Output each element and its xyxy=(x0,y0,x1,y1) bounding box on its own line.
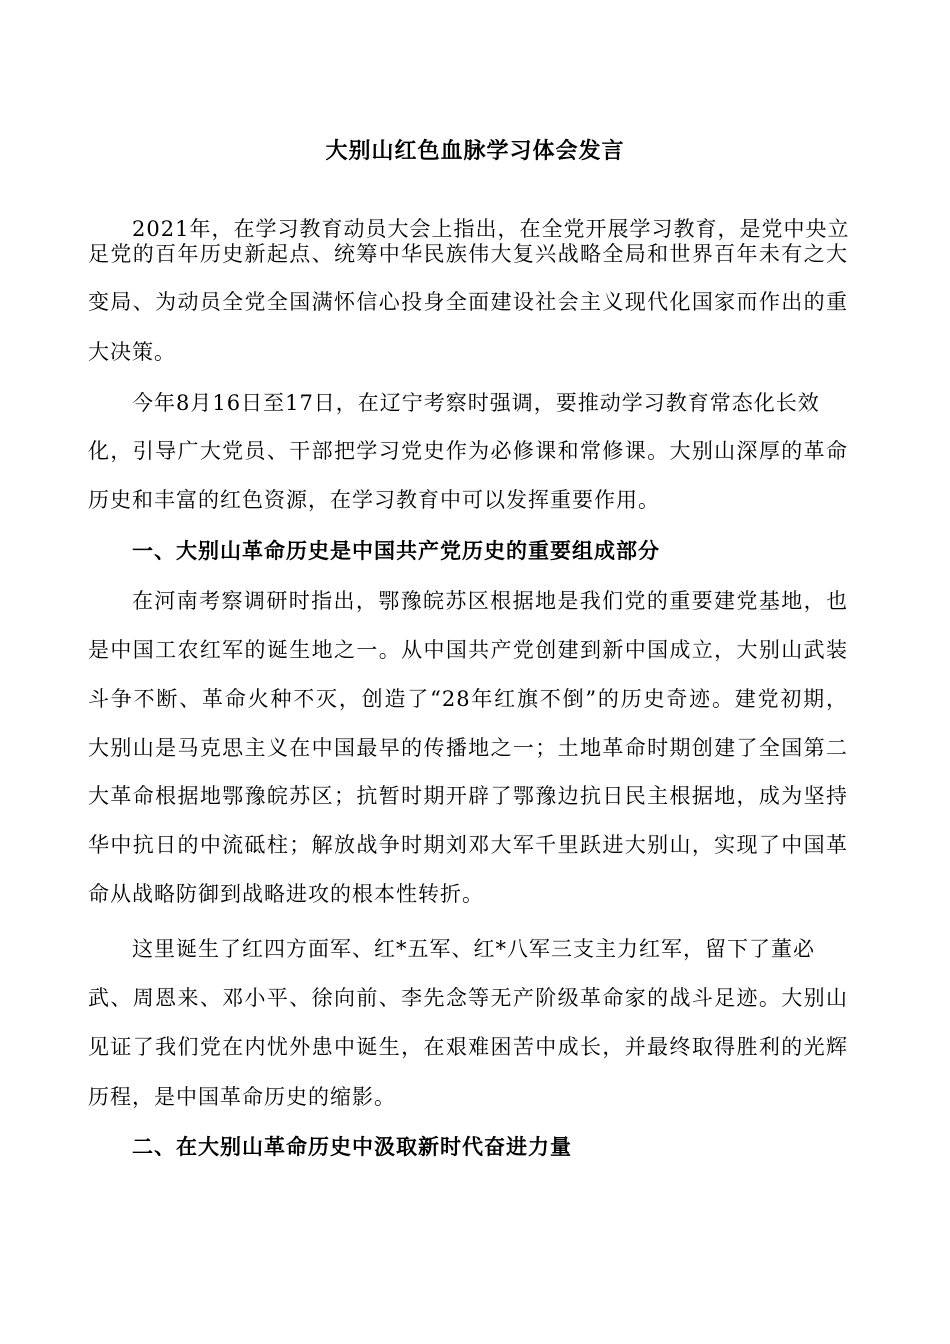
paragraph-line: 这里诞生了红四方面军、红*五军、红*八军三支主力红军，留下了董必 xyxy=(132,937,815,961)
section-heading: 一、大别山革命历史是中国共产党历史的重要组成部分 xyxy=(132,538,660,563)
paragraph-line: 大别山是马克思主义在中国最早的传播地之一；土地革命时期创建了全国第二 xyxy=(88,736,848,760)
paragraph-line: 武、周恩来、邓小平、徐向前、李先念等无产阶级革命家的战斗足迹。大别山 xyxy=(88,986,848,1010)
paragraph-line: 2021年，在学习教育动员大会上指出，在全党开展学习教育，是党中央立 xyxy=(132,217,850,241)
paragraph-line: 足党的百年历史新起点、统筹中华民族伟大复兴战略全局和世界百年未有之大 xyxy=(88,242,848,266)
paragraph-line: 历史和丰富的红色资源，在学习教育中可以发挥重要作用。 xyxy=(88,488,660,512)
paragraph-line: 变局、为动员全党全国满怀信心投身全面建设社会主义现代化国家而作出的重 xyxy=(88,290,848,314)
document-title: 大别山红色血脉学习体会发言 xyxy=(325,138,625,164)
paragraph-line: 见证了我们党在内忧外患中诞生，在艰难困苦中成长，并最终取得胜利的光辉 xyxy=(88,1035,848,1059)
paragraph-line: 大决策。 xyxy=(88,340,176,364)
paragraph-line: 今年8月16日至17日，在辽宁考察时强调，要推动学习教育常态化长效 xyxy=(132,391,820,415)
paragraph-line: 在河南考察调研时指出，鄂豫皖苏区根据地是我们党的重要建党基地，也 xyxy=(132,589,848,613)
section-heading: 二、在大别山革命历史中汲取新时代奋进力量 xyxy=(132,1134,572,1159)
paragraph-line: 化，引导广大党员、干部把学习党史作为必修课和常修课。大别山深厚的革命 xyxy=(88,439,848,463)
paragraph-line: 大革命根据地鄂豫皖苏区；抗暂时期开辟了鄂豫边抗日民主根据地，成为坚持 xyxy=(88,784,848,808)
paragraph-line: 命从战略防御到战略进攻的根本性转折。 xyxy=(88,882,484,906)
paragraph-line: 斗争不断、革命火种不灭，创造了“28年红旗不倒”的历史奇迹。建党初期， xyxy=(88,687,848,711)
paragraph-line: 是中国工农红军的诞生地之一。从中国共产党创建到新中国成立，大别山武装 xyxy=(88,638,848,662)
paragraph-line: 华中抗日的中流砥柱；解放战争时期刘邓大军千里跃进大别山，实现了中国革 xyxy=(88,833,848,857)
paragraph-line: 历程，是中国革命历史的缩影。 xyxy=(88,1085,396,1109)
